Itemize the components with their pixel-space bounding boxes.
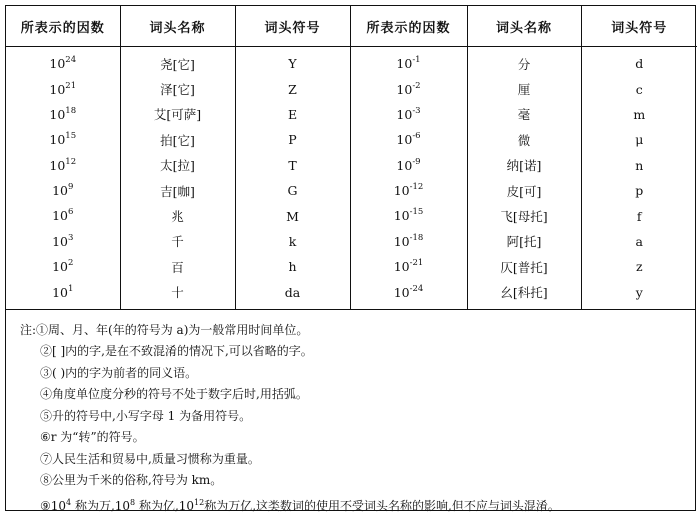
prefix-name-cell: 皮[可] [467, 178, 581, 203]
prefix-symbol-cell: M [235, 203, 350, 228]
factor-cell: $10^{24}$ [6, 47, 120, 77]
prefix-name-cell: 飞[母托] [467, 203, 581, 228]
prefix-name-cell: 千 [120, 229, 235, 254]
note-8: ⑧公里为千米的俗称,符号为 km。 [40, 473, 223, 488]
prefix-name-cell: 仄[普托] [467, 254, 581, 279]
prefix-symbol-cell: m [633, 106, 646, 122]
prefix-symbol-cell: E [235, 102, 350, 127]
table-row [6, 280, 697, 309]
prefix-name-cell: 尧[它] [120, 47, 235, 77]
factor-cell: $10^{-15}$ [350, 203, 467, 228]
prefix-symbol-cell: Y [235, 47, 350, 77]
table-row [6, 254, 697, 279]
table-row [6, 203, 697, 228]
prefix-symbol-cell: a [635, 233, 643, 249]
si-prefix-table [6, 6, 697, 309]
prefix-name-cell: 分 [467, 47, 581, 77]
prefix-symbol-cell: P [235, 127, 350, 152]
prefix-name-cell: 毫 [467, 102, 581, 127]
prefix-symbol-cell: n [635, 157, 644, 173]
prefix-symbol-cell: T [235, 153, 350, 178]
notes-section [6, 309, 695, 517]
table-row [6, 229, 697, 254]
factor-cell: $10^{12}$ [6, 153, 120, 178]
table-row [6, 47, 697, 77]
header-symbol-right: 词头符号 [581, 6, 697, 47]
header-name-right: 词头名称 [467, 6, 581, 47]
prefix-name-cell: 十 [120, 280, 235, 309]
table-row [6, 76, 697, 101]
factor-cell: $10^9$ [6, 178, 120, 203]
table-row [6, 178, 697, 203]
prefix-symbol-cell: da [235, 280, 350, 309]
prefix-symbol-cell: G [235, 178, 350, 203]
factor-cell: $10^3$ [6, 229, 120, 254]
prefix-symbol-cell: d [635, 56, 644, 72]
prefix-name-cell: 幺[科托] [467, 280, 581, 309]
note-6: ⑥r 为“转”的符号。 [40, 430, 145, 445]
prefix-symbol-cell: c [635, 81, 643, 97]
table-row [6, 102, 697, 127]
prefix-name-cell: 厘 [467, 76, 581, 101]
factor-cell: $10^{-18}$ [350, 229, 467, 254]
header-factor-left: 所表示的因数 [6, 6, 120, 47]
note-4: ④角度单位度分秒的符号不处于数字后时,用括弧。 [40, 387, 308, 402]
note-3: ③( )内的字为前者的同义语。 [40, 365, 198, 380]
prefix-symbol-cell: h [235, 254, 350, 279]
prefix-symbol-cell: k [235, 229, 350, 254]
note-7: ⑦人民生活和贸易中,质量习惯称为重量。 [40, 451, 260, 466]
header-name-left: 词头名称 [120, 6, 235, 47]
factor-cell: $10^{-21}$ [350, 254, 467, 279]
factor-cell: $10^2$ [6, 254, 120, 279]
factor-cell: $10^1$ [6, 280, 120, 309]
factor-cell: $10^{15}$ [6, 127, 120, 152]
prefix-symbol-cell: p [635, 183, 644, 199]
header-symbol-left: 词头符号 [235, 6, 350, 47]
factor-cell: $10^{18}$ [6, 102, 120, 127]
prefix-name-cell: 吉[咖] [120, 178, 235, 203]
factor-cell: $10^{-2}$ [350, 76, 467, 101]
prefix-name-cell: 微 [467, 127, 581, 152]
factor-cell: $10^{-12}$ [350, 178, 467, 203]
prefix-table-page [5, 5, 696, 511]
prefix-name-cell: 百 [120, 254, 235, 279]
note-2: ②[ ]内的字,是在不致混淆的情况下,可以省略的字。 [40, 344, 313, 359]
prefix-symbol-cell: y [635, 284, 643, 300]
factor-cell: $10^{-9}$ [350, 153, 467, 178]
prefix-name-cell: 纳[诺] [467, 153, 581, 178]
prefix-name-cell: 艾[可萨] [120, 102, 235, 127]
header-row [6, 6, 697, 47]
factor-cell: $10^6$ [6, 203, 120, 228]
note-9: $⑨10^4$ 称为万$,10^8$ 称为亿$,10^{12}$称为万亿,这类数词的使用不受词头名称的影响,但不应与词头混淆。 [40, 497, 560, 513]
prefix-name-cell: 太[拉] [120, 153, 235, 178]
prefix-symbol-cell: z [635, 259, 643, 275]
factor-cell: $10^{-3}$ [350, 102, 467, 127]
note-5: ⑤升的符号中,小写字母 1 为备用符号。 [40, 408, 252, 423]
prefix-symbol-cell: Z [235, 76, 350, 101]
factor-cell: $10^{-6}$ [350, 127, 467, 152]
prefix-symbol-cell: μ [635, 132, 644, 148]
factor-cell: $10^{-24}$ [350, 280, 467, 309]
prefix-name-cell: 泽[它] [120, 76, 235, 101]
factor-cell: $10^{-1}$ [350, 47, 467, 77]
table-row [6, 127, 697, 152]
factor-cell: $10^{21}$ [6, 76, 120, 101]
table-row [6, 153, 697, 178]
header-factor-right: 所表示的因数 [350, 6, 467, 47]
prefix-symbol-cell: f [636, 208, 642, 224]
note-1: 注:①周、月、年(年的符号为 a)为一般常用时间单位。 [20, 322, 309, 337]
prefix-name-cell: 拍[它] [120, 127, 235, 152]
prefix-name-cell: 兆 [120, 203, 235, 228]
prefix-name-cell: 阿[托] [467, 229, 581, 254]
